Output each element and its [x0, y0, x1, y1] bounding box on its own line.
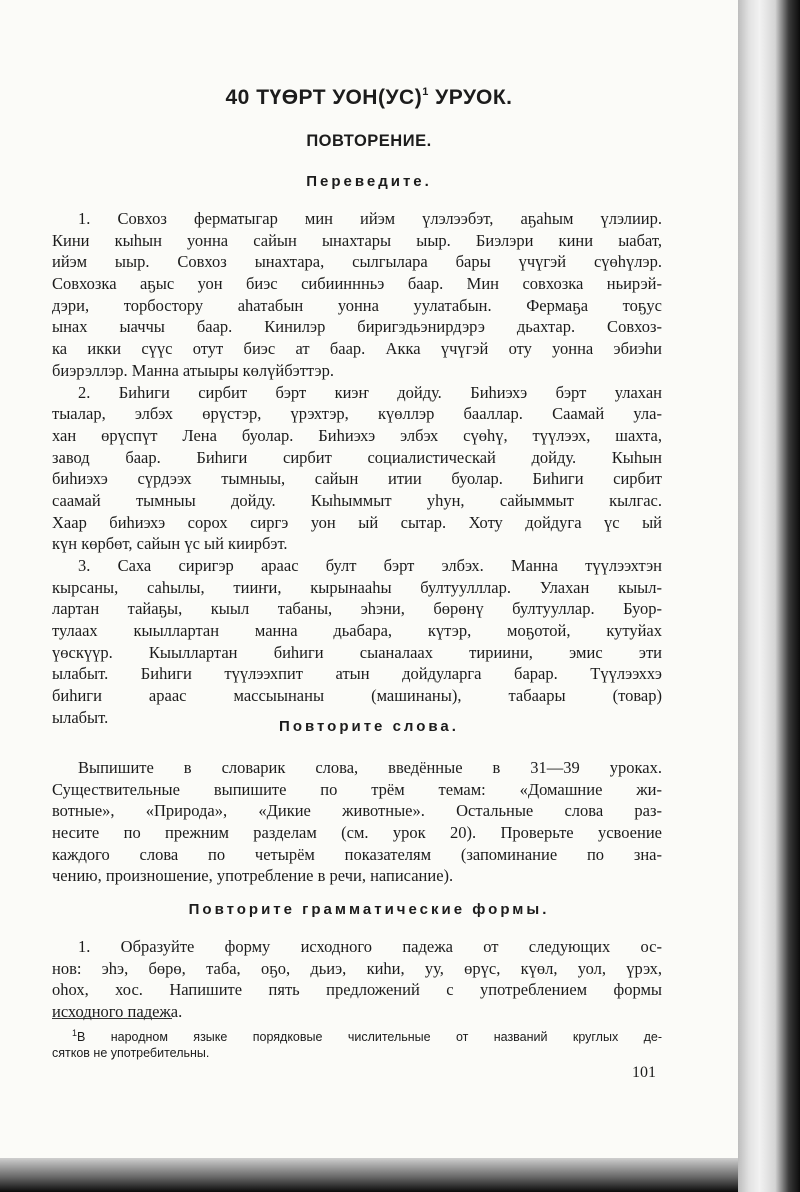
text-line: ка икки сүүс отут биэс ат баар. Акка үчүгэй оту уонна эбиэһи	[52, 339, 662, 359]
translate-text-block	[52, 208, 662, 729]
lesson-title-suffix: УРУОК.	[435, 86, 513, 109]
text-line: кырсаны, саһылы, тииҥи, кырынааһы бултуулллар. Улахан кыыл-	[52, 577, 662, 597]
text-line: биэрэллэр. Манна атыыры көлүйбэттэр.	[52, 360, 334, 380]
text-line: оһох, хос. Напишите пять предложений с употреблением формы	[52, 980, 662, 1000]
text-line: 1. Совхоз ферматыгар мин ийэм үлэлээбэт, аҕаһым үлэлиир.	[78, 209, 662, 228]
text-line: Кини кыһын уонна сайын ынахтары ыыр. Биэлэри кини ыабат,	[52, 230, 662, 250]
lesson-title-main: ТҮӨРТ УОН(УС)	[256, 86, 423, 109]
text-line: хан өрүспүт Лена буолар. Биһиэхэ элбэх сүөһү, түүлээх, шахта,	[52, 425, 662, 445]
section-heading-words: Повторите слова.	[279, 718, 459, 735]
text-line: ылабыт. Биһиги түүлээхпит атын дойдуларга барар. Түүлээххэ	[52, 664, 662, 684]
text-line: ийэм ыыр. Совхоз ынахтара, сылгылара бары үчүгэй сүөһүлэр.	[52, 252, 662, 272]
footnote-ref: 1	[422, 86, 429, 98]
text-line: биһиги араас массыынаны (машинаны), табаары (товар)	[52, 686, 662, 706]
text-line: ынах ыаччы баар. Кинилэр биригэдьэнирдэрэ дьахтар. Совхоз-	[52, 317, 662, 337]
section-heading-translate: Переведите.	[306, 173, 432, 190]
text-line: несите по прежним разделам (см. урок 20). Проверьте усвоение	[52, 823, 662, 843]
lesson-number: 40	[225, 86, 250, 109]
section-heading-grammar: Повторите грамматические формы.	[188, 901, 550, 918]
text-line: биһиэхэ сүрдээх тымныы, сайын итии буолар. Биһиги сирбит	[52, 469, 662, 489]
scan-edge-bottom	[0, 1158, 738, 1192]
text-line: ылабыт.	[52, 707, 109, 727]
footnote-line	[52, 1025, 662, 1045]
text-line: Хаар биһиэхэ сорох сиргэ уон ый сытар. Хоту дойдуга үс ый	[52, 512, 662, 532]
text-line: дэри, торбостору аһатабын уонна уулатабын. Фермаҕа тоҕус	[52, 295, 662, 315]
footnote-line: сятков не употребительны.	[52, 1046, 210, 1061]
text-line: үөскүүр. Кыыллартан биһиги сыаналаах тириини, эмис эти	[52, 642, 662, 662]
text-line: Существительные выпишите по трём темам: «Домашние жи-	[52, 779, 662, 799]
text-line: 3. Саха сиригэр араас булт бэрт элбэх. Манна түүлээхтэн	[78, 556, 662, 575]
words-instructions-block	[52, 757, 662, 887]
lesson-title	[0, 86, 738, 110]
scan-edge-right	[738, 0, 800, 1192]
grammar-task-block	[52, 936, 662, 1023]
page-number: 101	[632, 1064, 656, 1081]
footnote	[52, 1025, 662, 1061]
text-line: тыалар, элбэх өрүстэр, үрэхтэр, күөллэр бааллар. Саамай ула-	[52, 404, 662, 424]
text-line: вотные», «Природа», «Дикие животные». Остальные слова раз-	[52, 801, 662, 821]
footnote-marker: 1	[72, 1028, 78, 1038]
text-line: исходного падежа.	[52, 1002, 183, 1022]
text-line: тулаах кыыллартан манна дьабара, күтэр, моҕотой, кутуйах	[52, 621, 662, 641]
text-line: нов: эһэ, бөрө, таба, оҕо, дьиэ, киһи, уу, өрүс, күөл, уол, үрэх,	[52, 958, 662, 978]
lesson-subtitle: ПОВТОРЕНИЕ.	[306, 132, 432, 150]
text-line: күн көрбөт, сайын үс ый киирбэт.	[52, 534, 288, 554]
text-line: завод баар. Биһиги сирбит социалистическай дойду. Кыһын	[52, 447, 662, 467]
text-line: лартан тайаҕы, кыыл табаны, эһэни, бөрөнү бултууллар. Буор-	[52, 599, 662, 619]
text-line: саамай тымныы дойду. Кыһыммыт уһун, сайыммыт кылгас.	[52, 490, 662, 510]
text-line: Выпишите в словарик слова, введённые в 31—39 уроках.	[78, 758, 662, 777]
text-line: 1. Образуйте форму исходного падежа от следующих ос-	[78, 937, 662, 956]
footnote-text: В народном языке порядковые числительные от названий круглых де-	[77, 1030, 662, 1045]
text-line: 2. Биһиги сирбит бэрт киэҥ дойду. Биһиэхэ бэрт улахан	[78, 382, 662, 402]
text-line: Совхозка аҕыс уон биэс сибииннньэ баар. Мин совхозка ньирэй-	[52, 274, 662, 294]
text-line: чению, произношение, употребление в речи, написание).	[52, 866, 454, 886]
footnote-rule	[52, 1018, 172, 1019]
text-line: каждого слова по четырём показателям (запоминание по зна-	[52, 844, 662, 864]
